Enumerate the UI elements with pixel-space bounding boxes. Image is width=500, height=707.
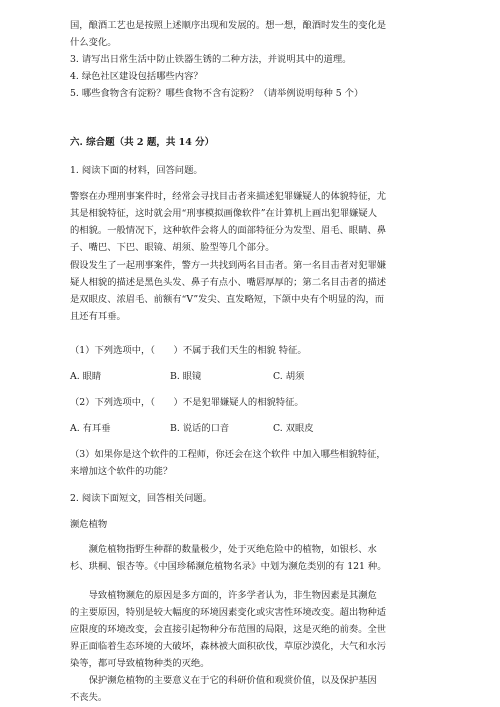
article-para2 [70,587,386,672]
article-title: 濒危植物 [70,519,108,530]
q1-sub2-options [70,420,314,437]
option-a: A. 有耳垂 [70,423,111,434]
article-para1 [70,541,387,575]
question-line: （3）如果你是这个软件的工程师，你还会在这个软件 中加入哪些相貌特征， [70,449,386,460]
question-5: 5. 哪些食物含有淀粉？哪些食物不含有淀粉？（请举例说明每种 5 个） [70,88,364,99]
passage-line: 假设发生了一起刑事案件，警方一共找到两名目击者。第一名目击者对犯罪嫌 [70,260,387,271]
article-line: 染等，都可导致植物种类的灭绝。 [70,658,210,669]
q1-sub1-options [70,368,304,385]
passage-line: 子、嘴巴、下巴、眼镜、胡须、脸型等几个部分。 [70,242,275,253]
intro-block [70,17,386,102]
article-para3 [70,672,377,706]
article-line: 的主要原因，特别是较大幅度的环境因素变化或灾害性环境改变。超出物种适 [70,607,387,618]
option-b: B. 说话的口音 [170,423,230,434]
passage-line: 警察在办理刑事案件时，经常会寻找目击者来描述犯罪嫌疑人的体貌特征，尤 [70,191,387,202]
article-line: 界正面临着生态环境的大破坏，森林被大面积砍伐，草原沙漠化，大气和水污 [70,641,387,652]
passage-line: 其是相貌特征，这时就会用“刑事模拟画像软件”在计算机上画出犯罪嫌疑人 [70,208,378,219]
option-c: C. 双眼皮 [273,423,314,434]
intro-line: 国，酿酒工艺也是按照上述顺序出现和发展的。想一想，酿酒时发生的变化是 [70,20,387,31]
q1-sub2-question: （2）下列选项中，（ ）不是犯罪嫌疑人的相貌特征。 [70,397,304,408]
passage-line: 是双眼皮、浓眉毛、前额有“V”发尖、直发略短，下颌中央有个明显的沟，而 [70,294,385,305]
article-line: 濒危植物指野生种群的数量极少，处于灭绝危险中的植物，如银杉、水 [70,544,377,555]
q2-prompt: 2. 阅读下面短文，回答相关问题。 [70,493,212,504]
q1-sub1-question: （1）下列选项中，（ ）不属于我们天生的相貌 特征。 [70,345,307,356]
article-line: 导致植物濒危的原因是多方面的，许多学者认为，非生物因素是其濒危 [70,590,377,601]
section-title: 六. 综合题（共 2 题，共 14 分） [70,137,215,148]
option-a: A. 眼睛 [70,371,102,382]
option-b: B. 眼镜 [170,371,202,382]
q1-prompt: 1. 阅读下面的材料，回答问题。 [70,165,203,176]
q1-passage-para2 [70,257,386,325]
article-line: 不丧失。 [70,692,108,703]
question-line: 来增加这个软件的功能？ [70,466,173,477]
article-line: 杉、珙桐、银杏等。《中国珍稀濒危植物名录》中划为濒危类别的有 121 种。 [70,561,387,572]
article-line: 应限度的环境改变，会直接引起物种分布范围的局限，这是灭绝的前奏。全世 [70,624,387,635]
intro-line: 什么变化。 [70,37,117,48]
q1-sub3-question [70,446,386,480]
question-4: 4. 绿色社区建设包括哪些内容？ [70,71,203,82]
option-c: C. 胡须 [273,371,305,382]
passage-line: 疑人相貌的描述是黑色头发、鼻子有点小、嘴唇厚厚的；第二名目击者的描述 [70,277,387,288]
passage-line: 的相貌。一般情况下，这种软件会将人的面部特征分为发型、眉毛、眼睛、鼻 [70,225,387,236]
article-line: 保护濒危植物的主要意义在于它的科研价值和观赏价值，以及保护基因 [70,675,377,686]
passage-line: 且还有耳垂。 [70,311,126,322]
question-3: 3. 请写出日常生活中防止铁器生锈的二种方法，并说明其中的道理。 [70,54,352,65]
q1-passage-para1 [70,188,386,256]
